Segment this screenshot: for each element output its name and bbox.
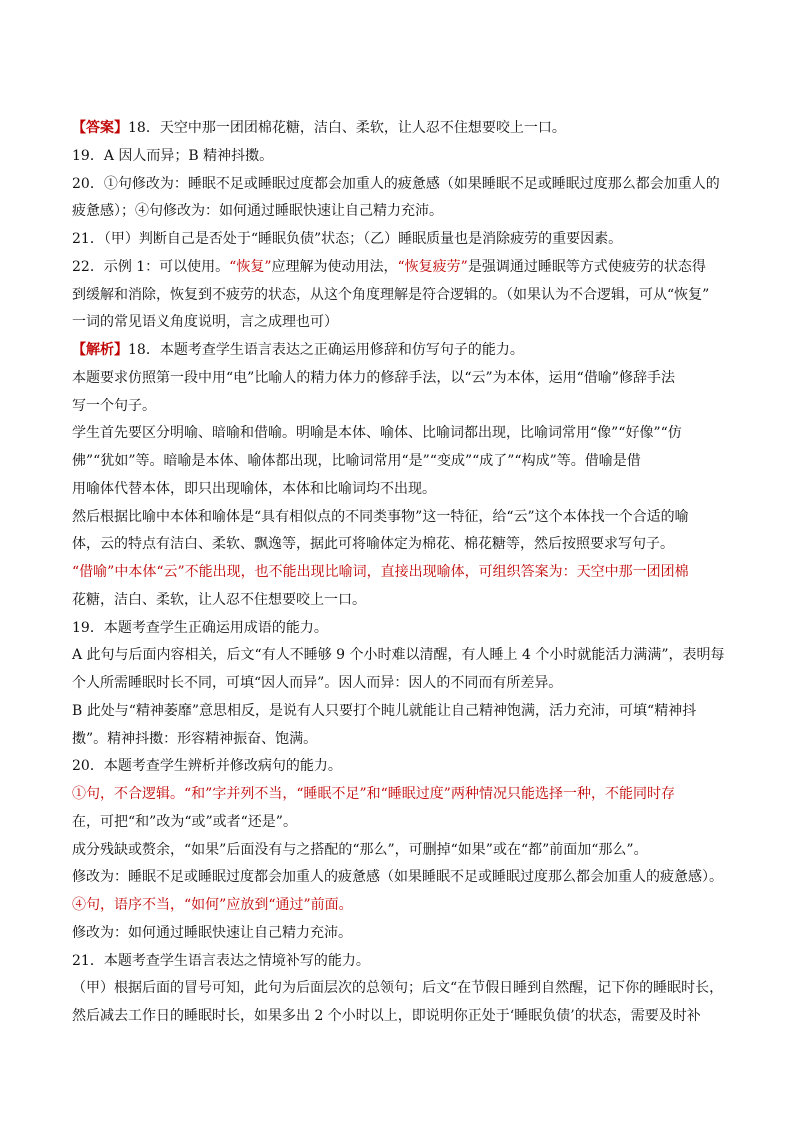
analysis-20-title: 20．本题考查学生辨析并修改病句的能力。 [72,758,342,774]
analysis-18-p4-cont: 花糖，洁白、柔软，让人忍不住想要咬上一口。 [72,592,366,608]
analysis-19-title: 19．本题考查学生正确运用成语的能力。 [72,620,328,636]
answer-21: 21．（甲）判断自己是否处于“睡眠负债”状态；（乙）睡眠质量也是消除疲劳的重要因素。 [72,231,623,247]
analysis-18-p1: 本题要求仿照第一段中用“电”比喻人的精力体力的修辞手法，以“云”为本体，运用“借喻”修辞手法 [72,370,675,386]
analysis-20-p4: ④句，语序不当，“如何”应放到“通过”前面。 [72,897,353,913]
answer-22-cont-1: 到缓解和消除，恢复到不疲劳的状态，从这个角度理解是符合逻辑的。（如果认为不合逻辑，可从“恢复” [72,287,710,303]
analysis-tag: 【解析】 [72,342,128,358]
answer-18: 18．天空中那一团团棉花糖，洁白、柔软，让人忍不住想要咬上一口。 [128,120,566,136]
answer-20-cont: 疲惫感）；④句修改为：如何通过睡眠快速让自己精力充沛。 [72,203,443,219]
answer-22-a: 22．示例 1：可以使用。 [72,259,230,275]
analysis-18-p2-cont-1: 佛”“犹如”等。暗喻是本体、喻体都出现，比喻词常用“是”“变成”“成了”“构成”等。借喻是借 [72,453,641,469]
analysis-18-p4: “借喻”中本体“云”不能出现，也不能出现比喻词，直接出现喻体，可组织答案为：天空中那一团团棉 [72,564,689,580]
analysis-19-b-cont: 擞”。精神抖擞：形容精神振奋、饱满。 [72,731,318,747]
answer-22-red-1: “恢复” [229,259,272,275]
analysis-19-a-cont: 个人所需睡眠时长不同，可填“因人而异”。因人而异：因人的不同而有所差异。 [72,675,563,691]
answer-22-b: 应理解为使动用法， [271,259,398,275]
analysis-21-p1: （甲）根据后面的冒号可知，此句为后面层次的总领句；后文“在节假日睡到自然醒，记下你的睡眠时长， [72,980,724,996]
answer-22-red-2: “恢复疲劳” [397,259,468,275]
analysis-line-1 [72,340,524,360]
answer-tag: 【答案】 [72,120,128,136]
analysis-20-p3: 修改为：睡眠不足或睡眠过度都会加重人的疲惫感（如果睡眠不足或睡眠过度那么都会加重人的疲惫感）。 [72,869,723,885]
analysis-20-p5: 修改为：如何通过睡眠快速让自己精力充沛。 [72,925,352,941]
analysis-19-b: B 此处与“精神萎靡”意思相反，是说有人只要打个盹儿就能让自己精神饱满，活力充沛，可填“精神抖 [72,703,697,719]
analysis-20-p1: ①句，不合逻辑。“和”字并列不当，“睡眠不足”和“睡眠过度”两种情况只能选择一种，不能同时存 [72,786,675,802]
analysis-18-p3-cont: 体，云的特点有洁白、柔软、飘逸等，据此可将喻体定为棉花、棉花糖等，然后按照要求写句子。 [72,536,674,552]
answer-22-cont-2: 一词的常见语义角度说明，言之成理也可） [72,314,338,330]
analysis-19-a: A 此句与后面内容相关，后文“有人不睡够 9 个小时难以清醒，有人睡上 4 个小时就能活力满满”，表明每 [72,647,725,663]
answer-line-1 [72,118,566,138]
analysis-20-p1-cont: 在，可把“和”改为“或”或者“还是”。 [72,814,297,830]
analysis-18-title: 18．本题考查学生语言表达之正确运用修辞和仿写句子的能力。 [128,342,524,358]
answer-22-c: 是强调通过睡眠等方式使疲劳的状态得 [467,259,706,275]
answer-19: 19．A 因人而异；B 精神抖擞。 [72,148,274,164]
answer-22 [72,257,706,277]
analysis-21-title: 21．本题考查学生语言表达之情境补写的能力。 [72,953,370,969]
analysis-18-p2: 学生首先要区分明喻、暗喻和借喻。明喻是本体、喻体、比喻词都出现，比喻词常用“像”“好像”“仿 [72,425,682,441]
analysis-18-p1-cont: 写一个句子。 [72,398,156,414]
analysis-18-p2-cont-2: 用喻体代替本体，即只出现喻体，本体和比喻词均不出现。 [72,481,436,497]
analysis-18-p3: 然后根据比喻中本体和喻体是“具有相似点的不同类事物”这一特征，给“云”这个本体找一个合适的喻 [72,509,689,525]
analysis-20-p2: 成分残缺或赘余，“如果”后面没有与之搭配的“那么”，可删掉“如果”或在“都”前面加“那么”。 [72,842,648,858]
answer-20: 20．①句修改为：睡眠不足或睡眠过度都会加重人的疲惫感（如果睡眠不足或睡眠过度那么都会加重人的 [72,176,720,192]
analysis-21-p1-cont: 然后减去工作日的睡眠时长，如果多出 2 个小时以上，即说明你正处于‘睡眠负债’的状态，需要及时补 [72,1008,701,1024]
